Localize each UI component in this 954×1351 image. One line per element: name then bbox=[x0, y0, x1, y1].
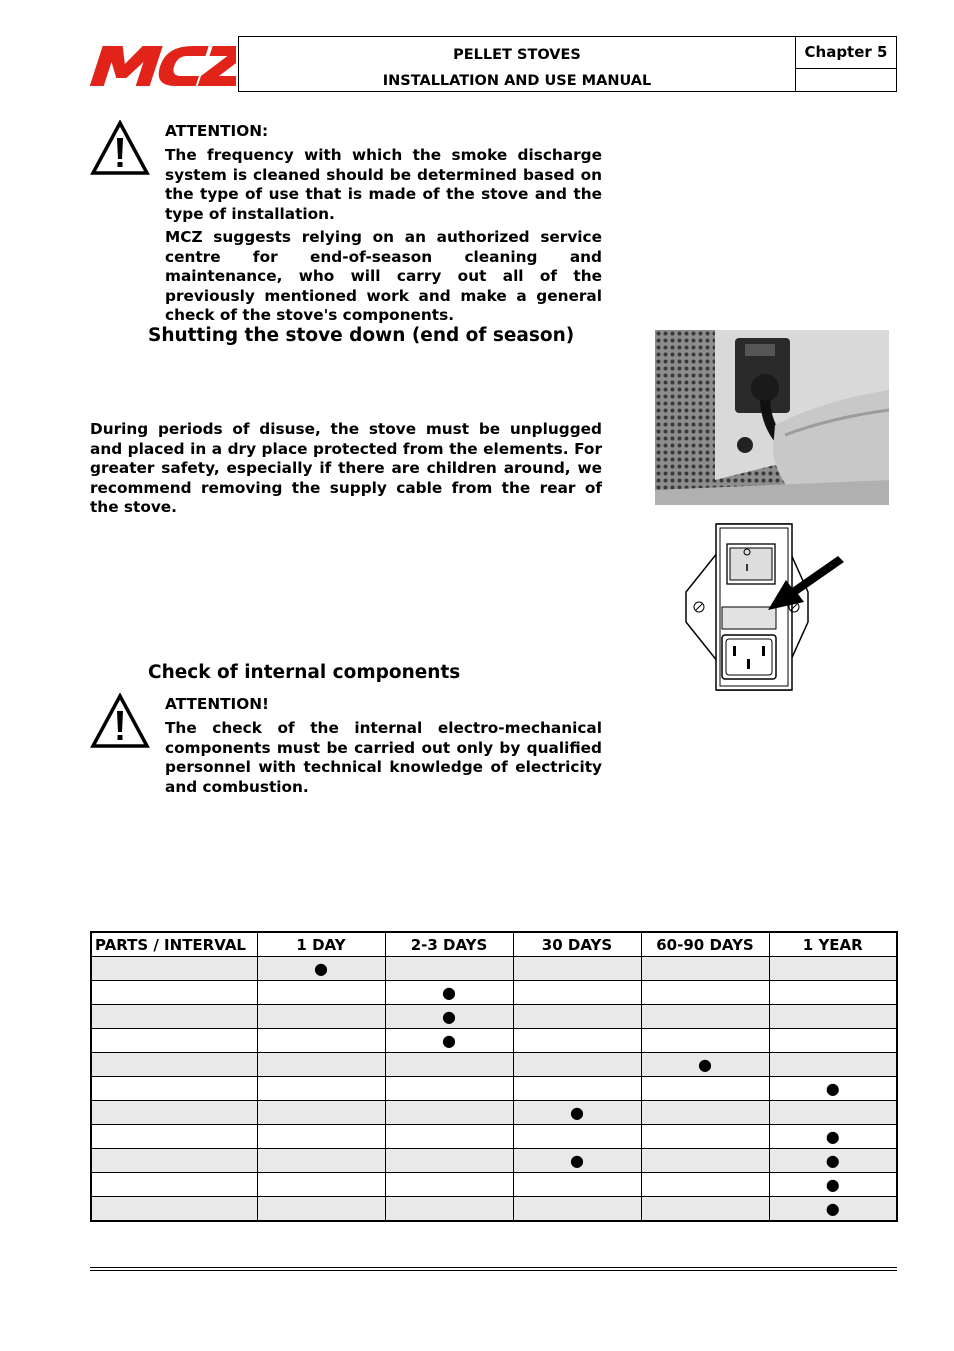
header-title-line1: PELLET STOVES bbox=[453, 47, 581, 63]
column-header: 60-90 DAYS bbox=[641, 932, 769, 957]
interval-cell bbox=[513, 1029, 641, 1053]
part-cell bbox=[91, 1125, 257, 1149]
table-row bbox=[91, 1173, 897, 1197]
interval-cell bbox=[641, 1197, 769, 1222]
interval-cell bbox=[641, 981, 769, 1005]
interval-cell bbox=[641, 1005, 769, 1029]
part-cell bbox=[91, 1053, 257, 1077]
interval-cell: ● bbox=[641, 1053, 769, 1077]
power-socket-diagram bbox=[684, 522, 846, 692]
table-row bbox=[91, 1077, 897, 1101]
part-cell bbox=[91, 1005, 257, 1029]
interval-cell bbox=[513, 1125, 641, 1149]
interval-cell bbox=[257, 1197, 385, 1222]
page-header bbox=[238, 36, 897, 92]
footer-rule bbox=[90, 1267, 897, 1268]
part-cell bbox=[91, 1149, 257, 1173]
interval-cell bbox=[641, 1077, 769, 1101]
interval-cell bbox=[769, 1053, 897, 1077]
interval-cell bbox=[385, 1125, 513, 1149]
interval-cell: ● bbox=[513, 1149, 641, 1173]
interval-cell bbox=[769, 981, 897, 1005]
interval-cell bbox=[257, 1029, 385, 1053]
section-heading-shutdown: Shutting the stove down (end of season) bbox=[148, 325, 575, 346]
interval-cell: ● bbox=[769, 1173, 897, 1197]
table-header-row bbox=[91, 932, 897, 957]
interval-cell: ● bbox=[769, 1077, 897, 1101]
interval-cell bbox=[641, 957, 769, 981]
interval-cell bbox=[513, 981, 641, 1005]
interval-cell bbox=[641, 1173, 769, 1197]
interval-cell bbox=[257, 1053, 385, 1077]
interval-cell: ● bbox=[385, 981, 513, 1005]
interval-cell bbox=[769, 957, 897, 981]
interval-cell: ● bbox=[257, 957, 385, 981]
interval-cell bbox=[641, 1125, 769, 1149]
attention-body-2: The check of the internal electro-mechanical components must be carried out only by qualified personnel with technical knowledge of electricity and combustion. bbox=[165, 719, 602, 796]
interval-cell: ● bbox=[385, 1029, 513, 1053]
part-cell bbox=[91, 957, 257, 981]
interval-cell bbox=[385, 1173, 513, 1197]
interval-cell bbox=[513, 957, 641, 981]
attention-heading-2: ATTENTION! bbox=[165, 695, 270, 713]
table-row bbox=[91, 1149, 897, 1173]
interval-cell bbox=[257, 1077, 385, 1101]
interval-cell: ● bbox=[513, 1101, 641, 1125]
chapter-label: Chapter 5 bbox=[796, 37, 896, 69]
interval-cell bbox=[257, 1149, 385, 1173]
attention-para-1: The frequency with which the smoke discharge system is cleaned should be determined based on the type of use that is made of the stove and the type of installation. bbox=[165, 146, 602, 223]
interval-cell bbox=[769, 1029, 897, 1053]
interval-cell: ● bbox=[769, 1149, 897, 1173]
table-row bbox=[91, 1005, 897, 1029]
attention-heading-1: ATTENTION: bbox=[165, 122, 269, 140]
column-header: 2-3 DAYS bbox=[385, 932, 513, 957]
part-cell bbox=[91, 1101, 257, 1125]
warning-triangle-icon bbox=[90, 693, 150, 749]
header-title-line2: INSTALLATION AND USE MANUAL bbox=[382, 73, 652, 89]
interval-cell bbox=[513, 1173, 641, 1197]
table-row bbox=[91, 1197, 897, 1222]
interval-cell: ● bbox=[769, 1197, 897, 1222]
table-row bbox=[91, 1125, 897, 1149]
table-body bbox=[91, 957, 897, 1222]
column-header: 30 DAYS bbox=[513, 932, 641, 957]
column-header: 1 YEAR bbox=[769, 932, 897, 957]
section-heading-check: Check of internal components bbox=[148, 662, 461, 683]
warning-triangle-icon bbox=[90, 120, 150, 176]
part-cell bbox=[91, 981, 257, 1005]
header-title-cell bbox=[239, 37, 796, 91]
interval-cell bbox=[257, 1173, 385, 1197]
interval-cell bbox=[769, 1101, 897, 1125]
interval-cell bbox=[385, 1101, 513, 1125]
interval-cell bbox=[385, 1077, 513, 1101]
maintenance-schedule-table bbox=[90, 931, 898, 1222]
interval-cell bbox=[641, 1029, 769, 1053]
part-cell bbox=[91, 1029, 257, 1053]
interval-cell bbox=[257, 1125, 385, 1149]
column-header: 1 DAY bbox=[257, 932, 385, 957]
interval-cell bbox=[385, 1149, 513, 1173]
interval-cell bbox=[257, 981, 385, 1005]
interval-cell bbox=[257, 1005, 385, 1029]
column-header: PARTS / INTERVAL bbox=[91, 932, 257, 957]
part-cell bbox=[91, 1077, 257, 1101]
table-row bbox=[91, 981, 897, 1005]
attention-para-2: MCZ suggests relying on an authorized service centre for end-of-season cleaning and maintenance, who will carry out all of the previously mentioned work and make a general check of the stove's components. bbox=[165, 228, 602, 324]
table-row bbox=[91, 1029, 897, 1053]
interval-cell bbox=[513, 1197, 641, 1222]
table-row bbox=[91, 1053, 897, 1077]
interval-cell bbox=[513, 1077, 641, 1101]
footer-rule bbox=[90, 1270, 897, 1271]
interval-cell bbox=[513, 1053, 641, 1077]
stove-rear-photo bbox=[655, 330, 889, 505]
interval-cell bbox=[385, 1197, 513, 1222]
part-cell bbox=[91, 1197, 257, 1222]
interval-cell: ● bbox=[385, 1005, 513, 1029]
mcz-logo bbox=[90, 42, 236, 88]
interval-cell bbox=[385, 957, 513, 981]
shutdown-body: During periods of disuse, the stove must be unplugged and placed in a dry place protected from the elements. For greater safety, especially if there are children around, we recommend removing the supply cable from the rear of the stove. bbox=[90, 420, 602, 516]
interval-cell bbox=[385, 1053, 513, 1077]
interval-cell bbox=[641, 1101, 769, 1125]
interval-cell: ● bbox=[769, 1125, 897, 1149]
table-row bbox=[91, 957, 897, 981]
interval-cell bbox=[769, 1005, 897, 1029]
interval-cell bbox=[641, 1149, 769, 1173]
part-cell bbox=[91, 1173, 257, 1197]
interval-cell bbox=[257, 1101, 385, 1125]
table-row bbox=[91, 1101, 897, 1125]
interval-cell bbox=[513, 1005, 641, 1029]
